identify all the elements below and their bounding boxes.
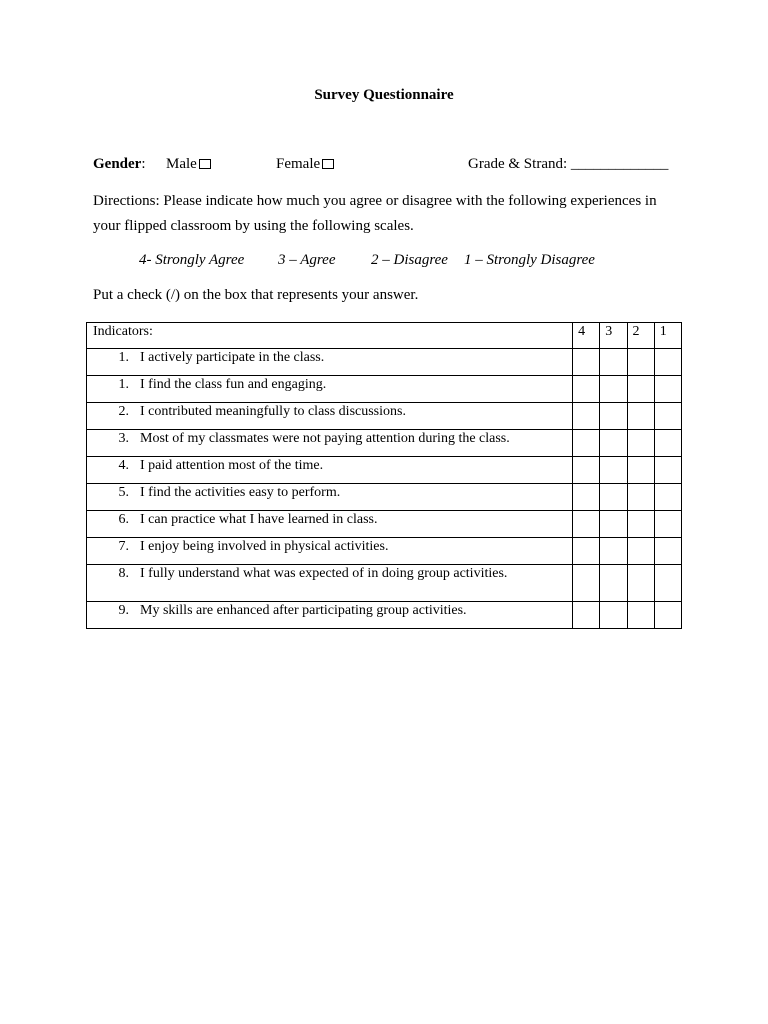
item-number: 6. — [118, 512, 129, 527]
indicator-cell — [87, 430, 573, 457]
score-header-3: 3 — [600, 323, 627, 349]
table-row — [87, 403, 682, 430]
score-header-1: 1 — [654, 323, 681, 349]
answer-box-2[interactable] — [627, 376, 654, 403]
answer-box-4[interactable] — [573, 457, 600, 484]
scale-2: 2 – Disagree — [371, 252, 448, 268]
item-text: I actively participate in the class. — [140, 350, 325, 365]
male-checkbox[interactable] — [199, 159, 211, 169]
indicator-cell — [87, 457, 573, 484]
item-number: 1. — [118, 350, 129, 365]
gender-label — [93, 156, 146, 173]
answer-box-1[interactable] — [654, 484, 681, 511]
item-text: I contributed meaningfully to class discussions. — [140, 404, 406, 419]
answer-box-2[interactable] — [627, 484, 654, 511]
answer-box-1[interactable] — [654, 565, 681, 602]
answer-box-3[interactable] — [600, 538, 627, 565]
answer-box-2[interactable] — [627, 349, 654, 376]
answer-box-4[interactable] — [573, 565, 600, 602]
table-row — [87, 565, 682, 602]
indicator-cell — [87, 376, 573, 403]
answer-box-4[interactable] — [573, 484, 600, 511]
item-text: I fully understand what was expected of in doing group activities. — [140, 566, 508, 581]
table-row — [87, 349, 682, 376]
answer-box-3[interactable] — [600, 457, 627, 484]
item-number: 4. — [118, 458, 129, 473]
answer-box-4[interactable] — [573, 376, 600, 403]
answer-box-2[interactable] — [627, 511, 654, 538]
table-row — [87, 602, 682, 629]
answer-box-2[interactable] — [627, 565, 654, 602]
scale-3: 3 – Agree — [278, 252, 336, 268]
item-number: 5. — [118, 485, 129, 500]
answer-box-2[interactable] — [627, 538, 654, 565]
score-header-2: 2 — [627, 323, 654, 349]
answer-box-4[interactable] — [573, 403, 600, 430]
answer-box-3[interactable] — [600, 511, 627, 538]
table-row — [87, 538, 682, 565]
answer-box-3[interactable] — [600, 565, 627, 602]
item-number: 1. — [118, 377, 129, 392]
gender-label-text: Gender — [93, 156, 142, 172]
indicator-cell — [87, 349, 573, 376]
item-text: I can practice what I have learned in class. — [140, 512, 378, 527]
female-label: Female — [276, 156, 321, 172]
answer-box-3[interactable] — [600, 484, 627, 511]
item-text: I find the class fun and engaging. — [140, 377, 327, 392]
female-checkbox[interactable] — [322, 159, 334, 169]
answer-box-3[interactable] — [600, 376, 627, 403]
answer-box-1[interactable] — [654, 376, 681, 403]
item-text: Most of my classmates were not paying attention during the class. — [140, 431, 510, 446]
indicator-cell — [87, 403, 573, 430]
indicator-cell — [87, 565, 573, 602]
item-text: I enjoy being involved in physical activities. — [140, 539, 389, 554]
item-text: My skills are enhanced after participating group activities. — [140, 603, 467, 618]
table-row — [87, 430, 682, 457]
gender-label-colon: : — [141, 156, 146, 172]
item-text: I paid attention most of the time. — [140, 458, 324, 473]
scale-1: 1 – Strongly Disagree — [464, 252, 595, 268]
indicator-cell — [87, 538, 573, 565]
survey-table — [86, 322, 682, 629]
answer-box-4[interactable] — [573, 602, 600, 629]
answer-box-3[interactable] — [600, 403, 627, 430]
gender-option-female — [276, 156, 334, 173]
male-label: Male — [166, 156, 197, 172]
answer-box-1[interactable] — [654, 457, 681, 484]
directions-text: Directions: Please indicate how much you agree or disagree with the following experiences in your flipped classroom by using the following scales. — [93, 193, 657, 234]
item-number: 9. — [118, 603, 129, 618]
answer-box-1[interactable] — [654, 349, 681, 376]
indicator-cell — [87, 484, 573, 511]
table-row — [87, 511, 682, 538]
gender-row — [93, 156, 683, 176]
answer-box-4[interactable] — [573, 511, 600, 538]
answer-box-4[interactable] — [573, 430, 600, 457]
answer-box-4[interactable] — [573, 538, 600, 565]
table-row — [87, 457, 682, 484]
grade-strand-field[interactable]: Grade & Strand: _____________ — [468, 156, 669, 172]
answer-box-1[interactable] — [654, 430, 681, 457]
answer-box-2[interactable] — [627, 403, 654, 430]
table-row — [87, 376, 682, 403]
item-number: 2. — [118, 404, 129, 419]
answer-box-2[interactable] — [627, 457, 654, 484]
answer-box-2[interactable] — [627, 602, 654, 629]
answer-box-2[interactable] — [627, 430, 654, 457]
item-text: I find the activities easy to perform. — [140, 485, 341, 500]
scale-4: 4- Strongly Agree — [139, 252, 245, 268]
answer-box-3[interactable] — [600, 349, 627, 376]
score-header-4: 4 — [573, 323, 600, 349]
answer-box-3[interactable] — [600, 430, 627, 457]
answer-box-1[interactable] — [654, 403, 681, 430]
indicator-cell — [87, 511, 573, 538]
answer-box-4[interactable] — [573, 349, 600, 376]
answer-box-1[interactable] — [654, 602, 681, 629]
gender-option-male — [166, 156, 211, 173]
item-number: 7. — [118, 539, 129, 554]
page-title: Survey Questionnaire — [314, 87, 454, 103]
item-number: 8. — [118, 566, 129, 581]
instruction-text: Put a check (/) on the box that represents your answer. — [93, 287, 419, 303]
item-number: 3. — [118, 431, 129, 446]
answer-box-3[interactable] — [600, 602, 627, 629]
table-row — [87, 484, 682, 511]
indicator-cell — [87, 602, 573, 629]
answer-box-1[interactable] — [654, 538, 681, 565]
answer-box-1[interactable] — [654, 511, 681, 538]
indicators-header: Indicators: — [87, 323, 573, 349]
